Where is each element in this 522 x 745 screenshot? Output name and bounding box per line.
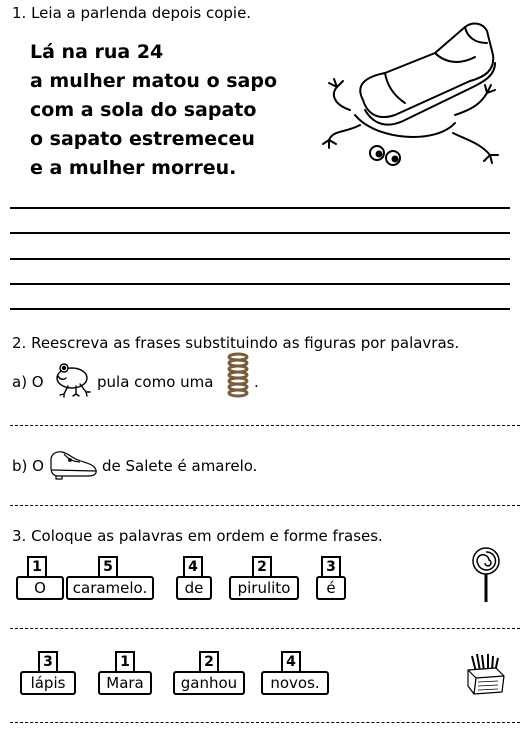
order-number: 5	[98, 556, 118, 578]
shoe-on-frog-icon	[315, 15, 505, 175]
poem-line: e a mulher morreu.	[30, 157, 237, 179]
shoe-icon	[48, 446, 100, 480]
word-card[interactable]: caramelo.	[66, 576, 154, 600]
lollipop-icon	[468, 545, 504, 605]
word-card[interactable]: O	[16, 576, 64, 600]
spring-icon	[226, 352, 250, 398]
writing-line[interactable]	[10, 232, 510, 234]
writing-line[interactable]	[10, 283, 510, 285]
order-number: 3	[38, 651, 58, 673]
order-number: 2	[199, 651, 219, 673]
order-number: 2	[252, 556, 272, 578]
frog-icon	[50, 358, 92, 398]
word-card[interactable]: é	[316, 576, 346, 600]
answer-line-row2[interactable]	[10, 722, 520, 723]
order-number: 1	[115, 651, 135, 673]
answer-line-row1[interactable]	[10, 628, 520, 629]
poem-line: Lá na rua 24	[30, 41, 164, 63]
order-number: 1	[27, 556, 47, 578]
poem-line: o sapato estremeceu	[30, 128, 255, 150]
writing-line[interactable]	[10, 308, 510, 310]
question-1-title: 1. Leia a parlenda depois copie.	[12, 4, 252, 22]
writing-line[interactable]	[10, 258, 510, 260]
writing-line[interactable]	[10, 207, 510, 209]
word-card[interactable]: pirulito	[229, 576, 299, 600]
question-3-title: 3. Coloque as palavras em ordem e forme frases.	[12, 527, 383, 545]
order-number: 4	[281, 651, 301, 673]
order-number: 4	[183, 556, 203, 578]
sentence-b-prefix: b) O	[12, 457, 44, 475]
order-number: 3	[321, 556, 341, 578]
word-card[interactable]: de	[176, 576, 212, 600]
answer-line-a[interactable]	[10, 425, 520, 426]
poem-line: a mulher matou o sapo	[30, 70, 278, 92]
sentence-b-end: de Salete é amarelo.	[102, 457, 258, 475]
word-card[interactable]: Mara	[98, 671, 152, 695]
word-card[interactable]: novos.	[261, 671, 329, 695]
word-card[interactable]: lápis	[20, 671, 76, 695]
answer-line-b[interactable]	[10, 505, 520, 506]
pencil-box-icon	[466, 652, 506, 696]
word-card[interactable]: ganhou	[173, 671, 245, 695]
sentence-a-middle: pula como uma	[97, 373, 214, 391]
sentence-a-prefix: a) O	[12, 373, 44, 391]
sentence-a-end: .	[254, 373, 259, 391]
poem	[30, 38, 277, 183]
question-2-title: 2. Reescreva as frases substituindo as figuras por palavras.	[12, 334, 460, 352]
poem-line: com a sola do sapato	[30, 99, 257, 121]
